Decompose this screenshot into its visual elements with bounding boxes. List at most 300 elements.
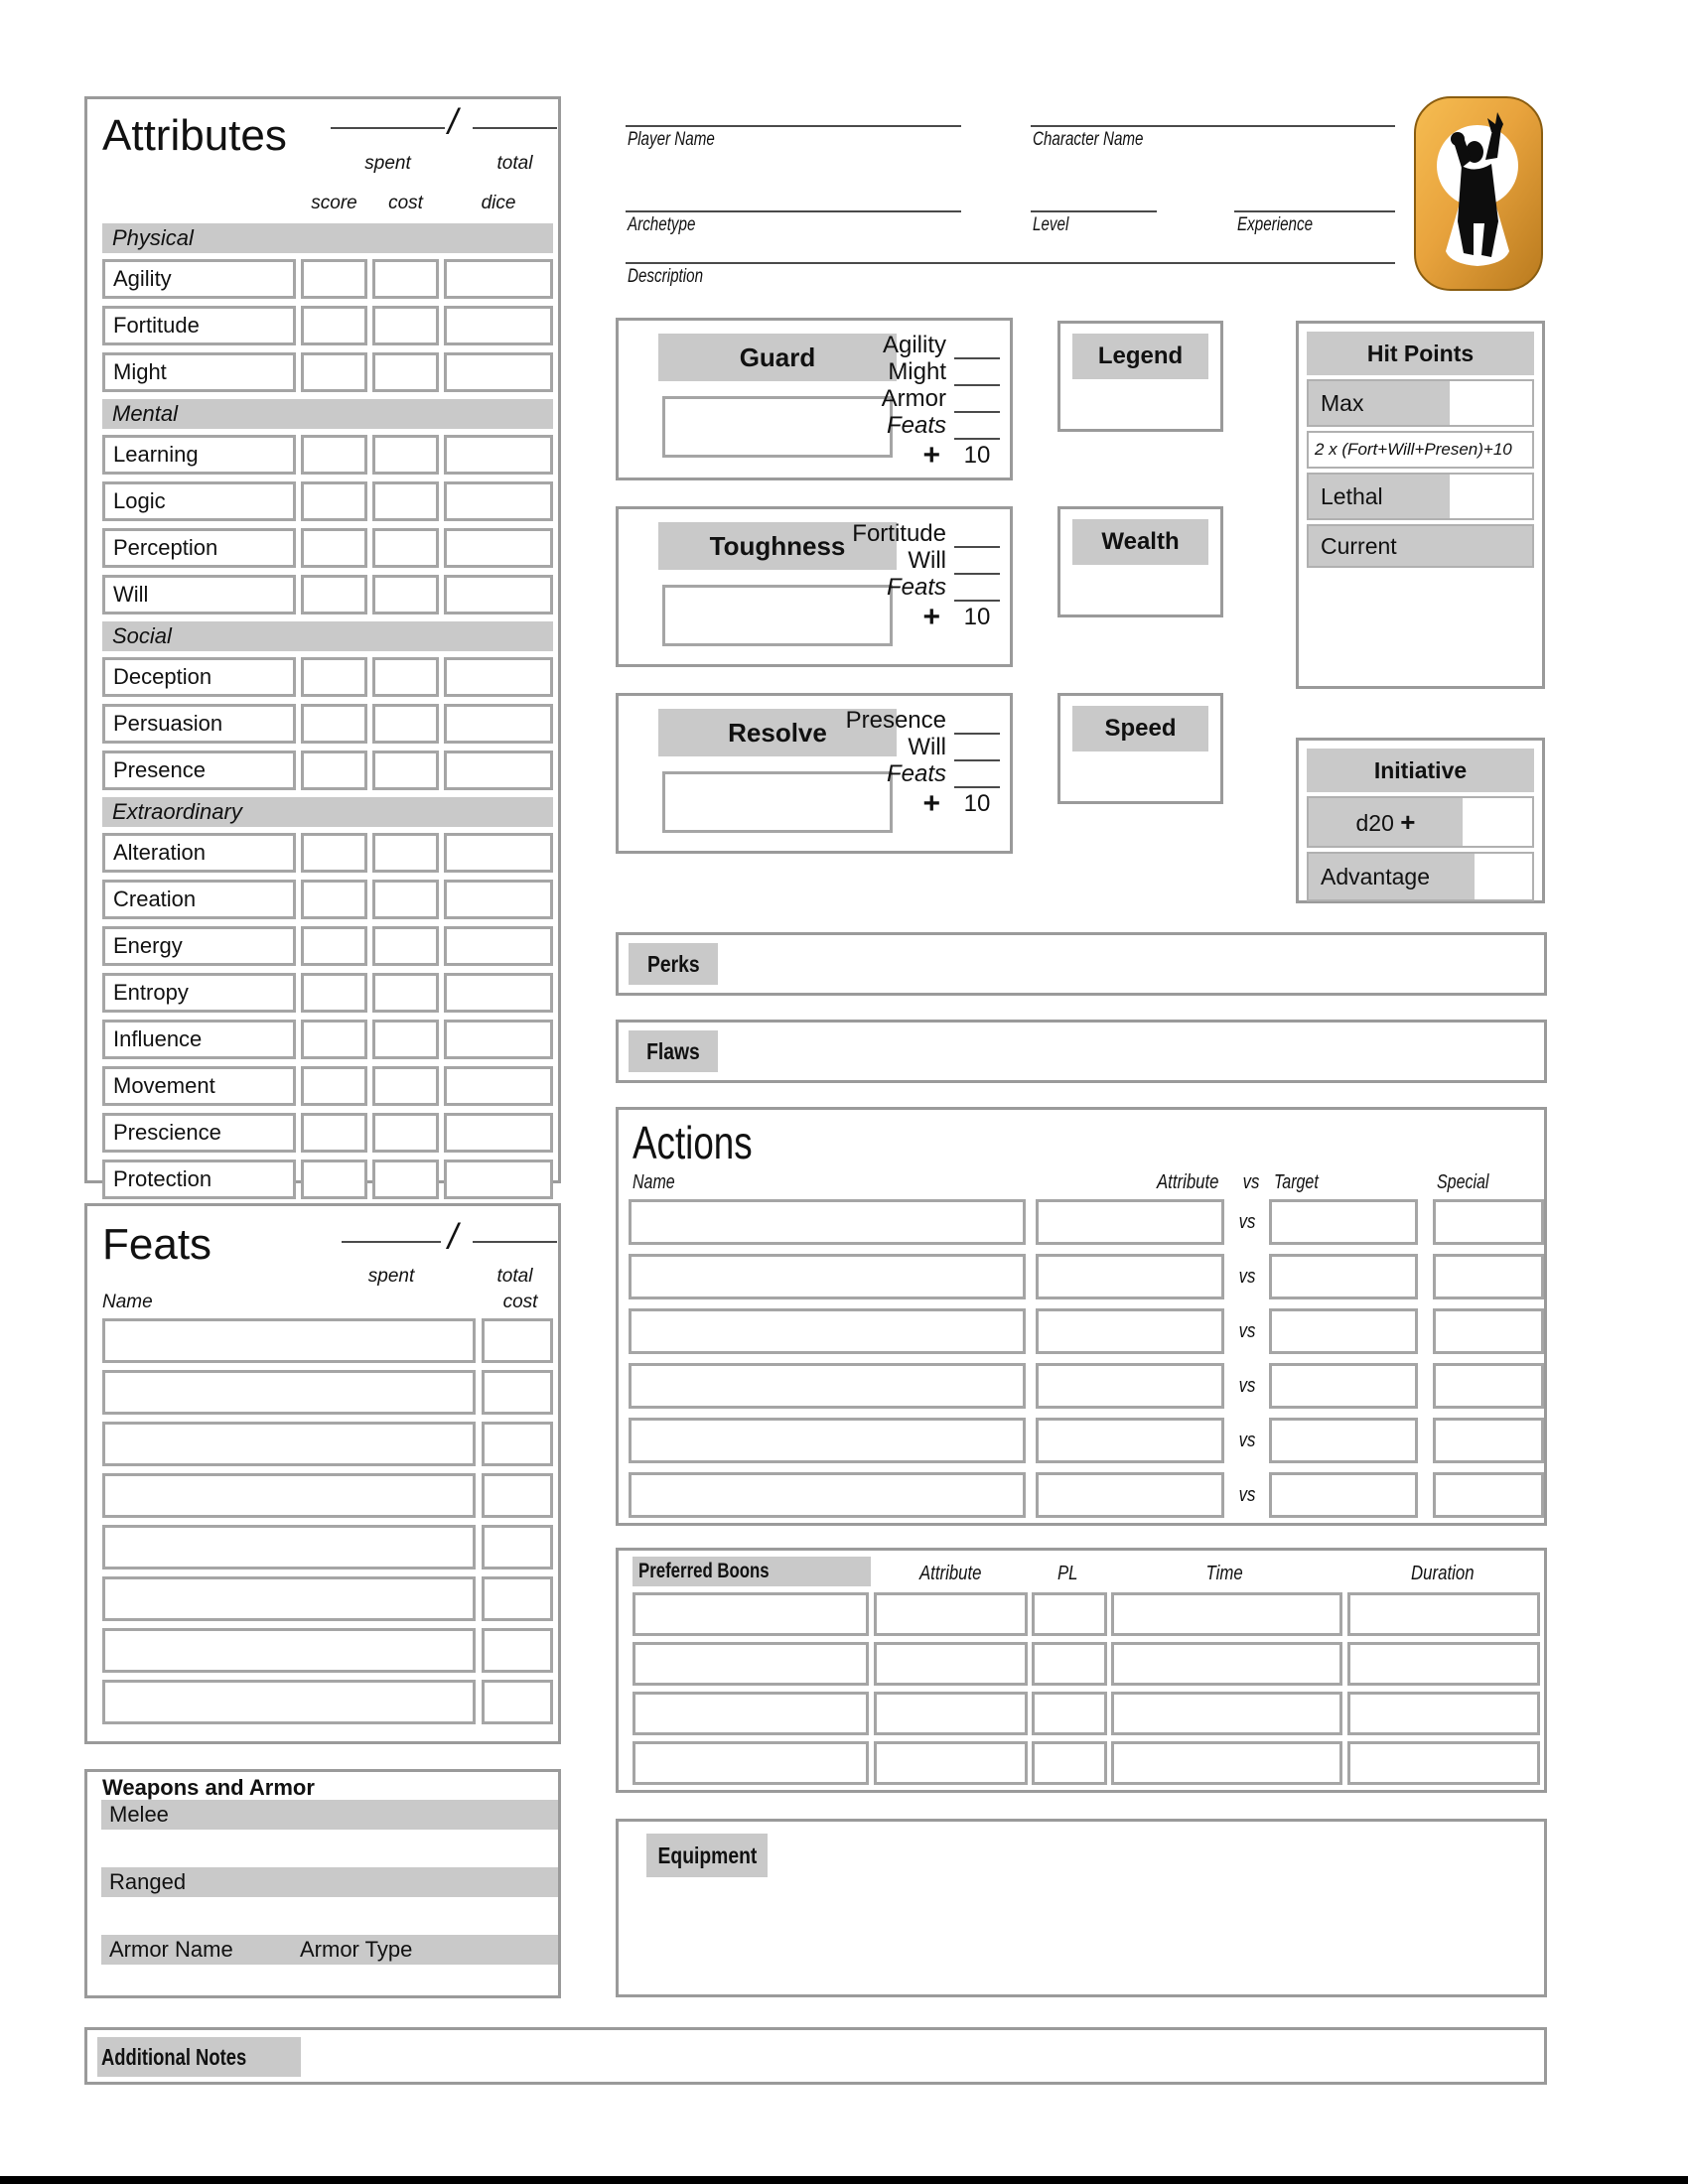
attribute-group-extraordinary: Extraordinary	[102, 797, 553, 827]
armor-type-label: Armor Type	[300, 1937, 413, 1962]
boon-time-input[interactable]	[1111, 1692, 1342, 1735]
boon-attribute-input[interactable]	[874, 1692, 1028, 1735]
attribute-name-presence: Presence	[102, 751, 296, 790]
guard-might-label: Might	[888, 358, 946, 385]
actions-name-header: Name	[633, 1171, 675, 1193]
attribute-name-might: Might	[102, 352, 296, 392]
feat-cost-input[interactable]	[482, 1318, 553, 1363]
guard-label: Guard	[658, 334, 897, 381]
attribute-row-will	[102, 575, 553, 614]
perception-score-input[interactable]	[301, 528, 367, 568]
resolve-formula	[841, 708, 1000, 820]
resolve-base-value: 10	[963, 790, 991, 817]
attributes-title: Attributes	[102, 111, 287, 160]
protection-cost-input[interactable]	[372, 1160, 439, 1199]
attribute-name-agility: Agility	[102, 259, 296, 299]
action-special-input[interactable]	[1433, 1472, 1544, 1518]
logic-dice-input[interactable]	[444, 481, 553, 521]
boon-duration-input[interactable]	[1347, 1642, 1540, 1686]
energy-cost-input[interactable]	[372, 926, 439, 966]
attribute-name-will: Will	[102, 575, 296, 614]
toughness-label: Toughness	[658, 522, 897, 570]
actions-special-header: Special	[1437, 1171, 1489, 1193]
actions-rows	[619, 1199, 1544, 1527]
speed-box	[1057, 693, 1223, 804]
feat-row	[102, 1318, 553, 1363]
resolve-feats-input[interactable]	[954, 764, 1000, 788]
feat-name-input[interactable]	[102, 1525, 476, 1570]
character-name-input[interactable]	[1031, 125, 1395, 127]
boon-name-input[interactable]	[633, 1592, 869, 1636]
boon-row	[619, 1741, 1544, 1785]
boon-time-input[interactable]	[1111, 1741, 1342, 1785]
action-target-input[interactable]	[1269, 1418, 1418, 1463]
action-attribute-input[interactable]	[1036, 1472, 1224, 1518]
guard-agility-input[interactable]	[954, 336, 1000, 359]
feat-cost-input[interactable]	[482, 1576, 553, 1621]
preferred-boons-panel	[616, 1548, 1547, 1793]
attributes-table	[102, 223, 553, 1206]
additional-notes-bar	[84, 2027, 1547, 2085]
action-attribute-input[interactable]	[1036, 1254, 1224, 1299]
boon-attribute-input[interactable]	[874, 1592, 1028, 1636]
experience-label: Experience	[1237, 214, 1314, 235]
legend-box	[1057, 321, 1223, 432]
feat-name-input[interactable]	[102, 1680, 476, 1724]
wealth-box	[1057, 506, 1223, 617]
action-vs-label: vs	[1238, 1375, 1255, 1397]
fortitude-dice-input[interactable]	[444, 306, 553, 345]
character-name-label: Character Name	[1033, 129, 1144, 150]
will-dice-input[interactable]	[444, 575, 553, 614]
deception-cost-input[interactable]	[372, 657, 439, 697]
toughness-feats-label: Feats	[886, 574, 946, 601]
player-name-label: Player Name	[628, 129, 715, 150]
boon-row	[619, 1592, 1544, 1636]
entropy-dice-input[interactable]	[444, 973, 553, 1013]
feats-spent-input[interactable]	[342, 1241, 441, 1243]
influence-dice-input[interactable]	[444, 1020, 553, 1059]
guard-base-value: 10	[963, 442, 991, 469]
attributes-spent-input[interactable]	[331, 127, 445, 129]
feat-row	[102, 1525, 553, 1570]
hit-points-title: Hit Points	[1307, 332, 1534, 375]
toughness-formula	[841, 521, 1000, 633]
perks-input[interactable]	[723, 939, 1540, 989]
feat-row	[102, 1576, 553, 1621]
dice-column-header: dice	[481, 193, 516, 213]
guard-feats-input[interactable]	[954, 416, 1000, 440]
action-name-input[interactable]	[629, 1308, 1026, 1354]
initiative-advantage-input[interactable]	[1475, 854, 1532, 899]
feat-row	[102, 1370, 553, 1415]
boon-duration-input[interactable]	[1347, 1592, 1540, 1636]
plus-icon: +	[922, 601, 940, 633]
will-cost-input[interactable]	[372, 575, 439, 614]
initiative-d20-label: d20 +	[1309, 798, 1463, 846]
attribute-row-might	[102, 352, 553, 392]
boon-attribute-input[interactable]	[874, 1741, 1028, 1785]
attribute-name-deception: Deception	[102, 657, 296, 697]
entropy-score-input[interactable]	[301, 973, 367, 1013]
initiative-box	[1296, 738, 1545, 903]
action-target-input[interactable]	[1269, 1308, 1418, 1354]
logic-cost-input[interactable]	[372, 481, 439, 521]
hp-lethal-row	[1307, 473, 1534, 520]
equipment-panel	[616, 1819, 1547, 1997]
action-name-input[interactable]	[629, 1199, 1026, 1245]
boon-pl-input[interactable]	[1032, 1741, 1107, 1785]
will-score-input[interactable]	[301, 575, 367, 614]
toughness-feats-input[interactable]	[954, 578, 1000, 602]
protection-dice-input[interactable]	[444, 1160, 553, 1199]
initiative-d20-row	[1307, 796, 1534, 848]
resolve-will-label: Will	[908, 734, 946, 760]
hp-lethal-label: Lethal	[1309, 475, 1450, 518]
attribute-row-entropy	[102, 973, 553, 1013]
boon-pl-input[interactable]	[1032, 1592, 1107, 1636]
score-column-header: score	[311, 193, 357, 213]
resolve-presence-input[interactable]	[954, 711, 1000, 735]
guard-armor-label: Armor	[881, 385, 946, 412]
feat-cost-input[interactable]	[482, 1422, 553, 1466]
resolve-presence-label: Presence	[845, 707, 946, 734]
feats-spent-label: spent	[367, 1266, 415, 1287]
feat-cost-input[interactable]	[482, 1370, 553, 1415]
actions-title: Actions	[633, 1117, 753, 1168]
speed-value-input[interactable]	[1068, 755, 1212, 795]
resolve-label: Resolve	[658, 709, 897, 756]
action-name-input[interactable]	[629, 1363, 1026, 1409]
level-label: Level	[1033, 214, 1069, 235]
cost-column-header: cost	[388, 193, 423, 213]
action-name-input[interactable]	[629, 1418, 1026, 1463]
actions-attribute-header: Attribute	[1156, 1171, 1219, 1193]
action-attribute-input[interactable]	[1036, 1308, 1224, 1354]
attribute-row-prescience	[102, 1113, 553, 1153]
movement-score-input[interactable]	[301, 1066, 367, 1106]
feat-row	[102, 1680, 553, 1724]
initiative-advantage-row	[1307, 852, 1534, 901]
page-edge	[0, 2176, 1688, 2184]
energy-score-input[interactable]	[301, 926, 367, 966]
action-target-input[interactable]	[1269, 1363, 1418, 1409]
flaws-bar	[616, 1020, 1547, 1083]
hit-points-box	[1296, 321, 1545, 689]
boons-rows	[619, 1592, 1544, 1791]
guard-might-input[interactable]	[954, 362, 1000, 386]
feat-row	[102, 1628, 553, 1673]
creation-dice-input[interactable]	[444, 880, 553, 919]
attribute-name-energy: Energy	[102, 926, 296, 966]
perks-bar	[616, 932, 1547, 996]
perception-cost-input[interactable]	[372, 528, 439, 568]
action-special-input[interactable]	[1433, 1199, 1544, 1245]
legend-value-input[interactable]	[1068, 383, 1212, 423]
attribute-row-learning	[102, 435, 553, 475]
action-vs-label: vs	[1238, 1266, 1255, 1288]
boon-row	[619, 1642, 1544, 1686]
melee-label: Melee	[101, 1800, 558, 1830]
movement-dice-input[interactable]	[444, 1066, 553, 1106]
actions-vs-header: vs	[1242, 1171, 1259, 1193]
attributes-total-input[interactable]	[473, 127, 557, 129]
speed-label: Speed	[1072, 706, 1208, 751]
action-attribute-input[interactable]	[1036, 1363, 1224, 1409]
initiative-advantage-label: Advantage	[1309, 854, 1475, 899]
feat-name-input[interactable]	[102, 1422, 476, 1466]
weapons-armor-panel	[84, 1769, 561, 1998]
attribute-row-energy	[102, 926, 553, 966]
ranged-input[interactable]	[101, 1899, 555, 1933]
feat-name-input[interactable]	[102, 1370, 476, 1415]
action-special-input[interactable]	[1433, 1308, 1544, 1354]
feats-cost-header: cost	[502, 1292, 538, 1312]
feat-cost-input[interactable]	[482, 1525, 553, 1570]
attribute-row-presence	[102, 751, 553, 790]
action-vs-label: vs	[1238, 1320, 1255, 1342]
attribute-name-perception: Perception	[102, 528, 296, 568]
archetype-label: Archetype	[628, 214, 696, 235]
action-vs-label: vs	[1238, 1211, 1255, 1233]
action-attribute-input[interactable]	[1036, 1418, 1224, 1463]
persuasion-dice-input[interactable]	[444, 704, 553, 744]
learning-score-input[interactable]	[301, 435, 367, 475]
feats-name-header: Name	[102, 1292, 153, 1312]
boons-attribute-header: Attribute	[919, 1563, 982, 1584]
wealth-label: Wealth	[1072, 519, 1208, 565]
toughness-fortitude-input[interactable]	[954, 524, 1000, 548]
resolve-box	[616, 693, 1013, 854]
attributes-panel	[84, 96, 561, 1191]
boon-name-input[interactable]	[633, 1692, 869, 1735]
armor-name-label: Armor Name	[109, 1937, 233, 1962]
influence-cost-input[interactable]	[372, 1020, 439, 1059]
additional-notes-input[interactable]	[311, 2034, 1540, 2078]
feat-cost-input[interactable]	[482, 1680, 553, 1724]
attribute-name-creation: Creation	[102, 880, 296, 919]
boons-duration-header: Duration	[1411, 1563, 1475, 1584]
alteration-dice-input[interactable]	[444, 833, 553, 873]
boon-time-input[interactable]	[1111, 1592, 1342, 1636]
movement-cost-input[interactable]	[372, 1066, 439, 1106]
influence-score-input[interactable]	[301, 1020, 367, 1059]
perception-dice-input[interactable]	[444, 528, 553, 568]
feat-name-input[interactable]	[102, 1576, 476, 1621]
action-row	[619, 1418, 1544, 1463]
weapons-armor-title: Weapons and Armor	[102, 1775, 315, 1800]
creation-score-input[interactable]	[301, 880, 367, 919]
feats-slash: /	[448, 1216, 459, 1257]
alteration-cost-input[interactable]	[372, 833, 439, 873]
action-target-input[interactable]	[1269, 1472, 1418, 1518]
action-row	[619, 1472, 1544, 1518]
attribute-row-persuasion	[102, 704, 553, 744]
action-row	[619, 1254, 1544, 1299]
fortitude-cost-input[interactable]	[372, 306, 439, 345]
presence-score-input[interactable]	[301, 751, 367, 790]
toughness-box	[616, 506, 1013, 667]
learning-cost-input[interactable]	[372, 435, 439, 475]
learning-dice-input[interactable]	[444, 435, 553, 475]
hp-lethal-input[interactable]	[1450, 475, 1532, 518]
attribute-name-influence: Influence	[102, 1020, 296, 1059]
presence-cost-input[interactable]	[372, 751, 439, 790]
prescience-dice-input[interactable]	[444, 1113, 553, 1153]
experience-input[interactable]	[1234, 210, 1395, 212]
prescience-cost-input[interactable]	[372, 1113, 439, 1153]
boon-time-input[interactable]	[1111, 1642, 1342, 1686]
persuasion-score-input[interactable]	[301, 704, 367, 744]
attribute-row-perception	[102, 528, 553, 568]
level-input[interactable]	[1031, 210, 1157, 212]
presence-dice-input[interactable]	[444, 751, 553, 790]
action-special-input[interactable]	[1433, 1254, 1544, 1299]
resolve-feats-label: Feats	[886, 760, 946, 787]
action-special-input[interactable]	[1433, 1418, 1544, 1463]
additional-notes-label: Additional Notes	[97, 2037, 301, 2077]
deception-dice-input[interactable]	[444, 657, 553, 697]
feats-total-input[interactable]	[473, 1241, 557, 1243]
action-target-input[interactable]	[1269, 1199, 1418, 1245]
action-row	[619, 1199, 1544, 1245]
boons-time-header: Time	[1205, 1563, 1244, 1584]
deception-score-input[interactable]	[301, 657, 367, 697]
hp-formula-row	[1307, 431, 1534, 469]
perks-label: Perks	[629, 943, 718, 985]
attribute-row-protection	[102, 1160, 553, 1199]
feats-total-label: total	[496, 1266, 533, 1287]
resolve-will-input[interactable]	[954, 738, 1000, 761]
legend-label: Legend	[1072, 334, 1208, 379]
attributes-spent-label: spent	[364, 153, 411, 174]
action-name-input[interactable]	[629, 1254, 1026, 1299]
attribute-row-influence	[102, 1020, 553, 1059]
flaws-label: Flaws	[629, 1030, 718, 1072]
agility-score-input[interactable]	[301, 259, 367, 299]
might-score-input[interactable]	[301, 352, 367, 392]
creation-cost-input[interactable]	[372, 880, 439, 919]
equipment-label: Equipment	[646, 1834, 768, 1877]
guard-box	[616, 318, 1013, 480]
entropy-cost-input[interactable]	[372, 973, 439, 1013]
boon-pl-input[interactable]	[1032, 1692, 1107, 1735]
action-target-input[interactable]	[1269, 1254, 1418, 1299]
action-name-input[interactable]	[629, 1472, 1026, 1518]
attribute-row-agility	[102, 259, 553, 299]
attribute-name-entropy: Entropy	[102, 973, 296, 1013]
feats-title: Feats	[102, 1220, 212, 1269]
feats-table	[102, 1318, 553, 1731]
actions-panel	[616, 1107, 1547, 1526]
description-input[interactable]	[626, 262, 1395, 264]
toughness-base-value: 10	[963, 604, 991, 630]
attributes-total-label: total	[496, 153, 533, 174]
boon-attribute-input[interactable]	[874, 1642, 1028, 1686]
attribute-row-fortitude	[102, 306, 553, 345]
actions-target-header: Target	[1274, 1171, 1319, 1193]
agility-dice-input[interactable]	[444, 259, 553, 299]
persuasion-cost-input[interactable]	[372, 704, 439, 744]
plus-icon: +	[922, 439, 940, 472]
attribute-name-logic: Logic	[102, 481, 296, 521]
initiative-bonus-input[interactable]	[1463, 798, 1532, 846]
melee-input[interactable]	[101, 1832, 555, 1865]
alteration-score-input[interactable]	[301, 833, 367, 873]
flaws-input[interactable]	[723, 1026, 1540, 1076]
prescience-score-input[interactable]	[301, 1113, 367, 1153]
might-dice-input[interactable]	[444, 352, 553, 392]
feat-cost-input[interactable]	[482, 1473, 553, 1518]
feat-name-input[interactable]	[102, 1628, 476, 1673]
description-label: Description	[628, 266, 704, 287]
armor-input[interactable]	[101, 1967, 555, 1994]
hp-current-label: Current	[1307, 524, 1534, 568]
feat-row	[102, 1473, 553, 1518]
protection-score-input[interactable]	[301, 1160, 367, 1199]
attribute-row-creation	[102, 880, 553, 919]
boon-name-input[interactable]	[633, 1741, 869, 1785]
attribute-group-social: Social	[102, 621, 553, 651]
boon-pl-input[interactable]	[1032, 1642, 1107, 1686]
player-name-input[interactable]	[626, 125, 961, 127]
armor-header-bar	[101, 1935, 558, 1965]
action-attribute-input[interactable]	[1036, 1199, 1224, 1245]
action-vs-label: vs	[1238, 1484, 1255, 1506]
toughness-will-input[interactable]	[954, 551, 1000, 575]
plus-icon: +	[922, 787, 940, 820]
feat-name-input[interactable]	[102, 1318, 476, 1363]
feat-row	[102, 1422, 553, 1466]
boon-name-input[interactable]	[633, 1642, 869, 1686]
guard-armor-input[interactable]	[954, 389, 1000, 413]
keyhole-figure-logo	[1412, 94, 1545, 293]
boons-pl-header: PL	[1056, 1563, 1078, 1584]
wealth-value-input[interactable]	[1068, 569, 1212, 609]
agility-cost-input[interactable]	[372, 259, 439, 299]
energy-dice-input[interactable]	[444, 926, 553, 966]
feat-name-input[interactable]	[102, 1473, 476, 1518]
attribute-row-logic	[102, 481, 553, 521]
attribute-row-movement	[102, 1066, 553, 1106]
action-vs-label: vs	[1238, 1430, 1255, 1451]
attribute-name-movement: Movement	[102, 1066, 296, 1106]
action-special-input[interactable]	[1433, 1363, 1544, 1409]
guard-agility-label: Agility	[882, 332, 946, 358]
hp-max-formula: 2 x (Fort+Will+Presen)+10	[1315, 440, 1512, 459]
hp-max-input[interactable]	[1450, 381, 1532, 425]
logic-score-input[interactable]	[301, 481, 367, 521]
archetype-input[interactable]	[626, 210, 961, 212]
hp-max-label: Max	[1309, 381, 1450, 425]
feat-cost-input[interactable]	[482, 1628, 553, 1673]
hp-current-input[interactable]	[1307, 572, 1534, 678]
boon-duration-input[interactable]	[1347, 1741, 1540, 1785]
equipment-input[interactable]	[777, 1830, 1538, 1988]
attribute-row-deception	[102, 657, 553, 697]
preferred-boons-title: Preferred Boons	[633, 1557, 871, 1586]
action-row	[619, 1363, 1544, 1409]
attribute-group-physical: Physical	[102, 223, 553, 253]
boon-duration-input[interactable]	[1347, 1692, 1540, 1735]
action-row	[619, 1308, 1544, 1354]
toughness-will-label: Will	[908, 547, 946, 574]
might-cost-input[interactable]	[372, 352, 439, 392]
initiative-title: Initiative	[1307, 749, 1534, 792]
guard-formula	[841, 333, 1000, 472]
fortitude-score-input[interactable]	[301, 306, 367, 345]
hp-max-row	[1307, 379, 1534, 427]
